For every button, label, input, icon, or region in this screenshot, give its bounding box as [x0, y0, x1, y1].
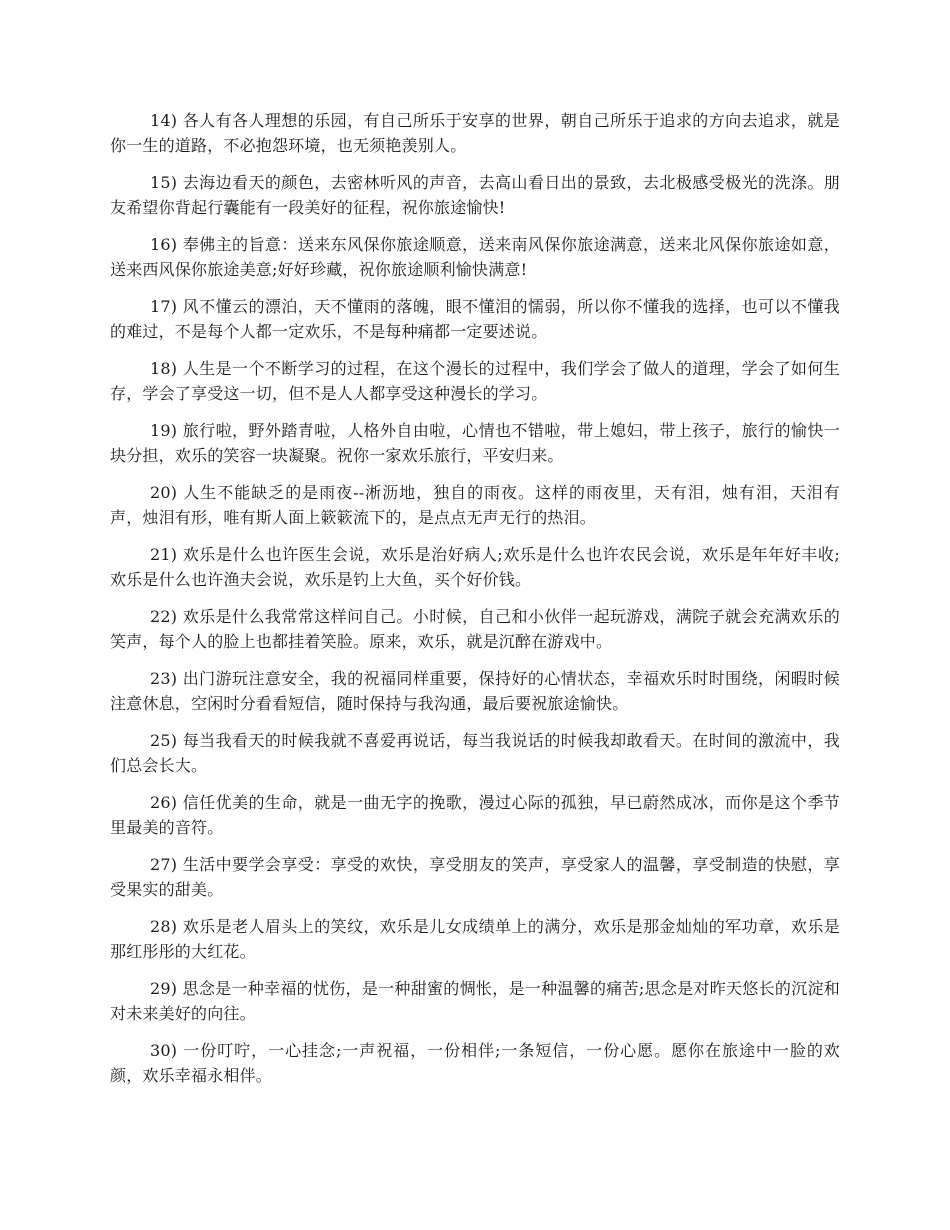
paragraph-19: 19) 旅行啦，野外踏青啦，人格外自由啦，心情也不错啦，带上媳妇，带上孩子，旅行的愉快一块分担，欢乐的笑容一块凝聚。祝你一家欢乐旅行，平安归来。	[110, 421, 840, 465]
paragraph-17: 17) 风不懂云的漂泊，天不懂雨的落魄，眼不懂泪的懦弱，所以你不懂我的选择，也可以不懂我的难过，不是每个人都一定欢乐，不是每种痛都一定要述说。	[110, 297, 840, 341]
document-body	[110, 108, 840, 1100]
paragraph-27: 27) 生活中要学会享受：享受的欢快，享受朋友的笑声，享受家人的温馨，享受制造的快慰，享受果实的甜美。	[110, 855, 840, 899]
paragraph-15: 15) 去海边看天的颜色，去密林听风的声音，去高山看日出的景致，去北极感受极光的洗涤。朋友希望你背起行囊能有一段美好的征程，祝你旅途愉快!	[110, 173, 840, 217]
paragraph-25: 25) 每当我看天的时候我就不喜爱再说话，每当我说话的时候我却敢看天。在时间的激流中，我们总会长大。	[110, 731, 840, 775]
paragraph-18: 18) 人生是一个不断学习的过程，在这个漫长的过程中，我们学会了做人的道理，学会了如何生存，学会了享受这一切，但不是人人都享受这种漫长的学习。	[110, 359, 840, 403]
paragraph-26: 26) 信任优美的生命，就是一曲无字的挽歌，漫过心际的孤独，早已蔚然成冰，而你是这个季节里最美的音符。	[110, 793, 840, 837]
paragraph-14: 14) 各人有各人理想的乐园，有自己所乐于安享的世界，朝自己所乐于追求的方向去追求，就是你一生的道路，不必抱怨环境，也无须艳羡别人。	[110, 111, 840, 155]
paragraph-22: 22) 欢乐是什么我常常这样问自己。小时候，自己和小伙伴一起玩游戏，满院子就会充满欢乐的笑声，每个人的脸上也都挂着笑脸。原来，欢乐，就是沉醉在游戏中。	[110, 607, 840, 651]
paragraph-16: 16) 奉佛主的旨意：送来东风保你旅途顺意，送来南风保你旅途满意，送来北风保你旅途如意，送来西风保你旅途美意;好好珍藏，祝你旅途顺利愉快满意!	[110, 235, 840, 279]
paragraph-23: 23) 出门游玩注意安全，我的祝福同样重要，保持好的心情状态，幸福欢乐时时围绕，闲暇时候注意休息，空闲时分看看短信，随时保持与我沟通，最后要祝旅途愉快。	[110, 669, 840, 713]
paragraph-21: 21) 欢乐是什么也许医生会说，欢乐是治好病人;欢乐是什么也许农民会说，欢乐是年年好丰收;欢乐是什么也许渔夫会说，欢乐是钓上大鱼，买个好价钱。	[110, 545, 840, 589]
paragraph-30: 30) 一份叮咛，一心挂念;一声祝福，一份相伴;一条短信，一份心愿。愿你在旅途中一脸的欢颜，欢乐幸福永相伴。	[110, 1041, 840, 1085]
paragraph-28: 28) 欢乐是老人眉头上的笑纹，欢乐是儿女成绩单上的满分，欢乐是那金灿灿的军功章，欢乐是那红彤彤的大红花。	[110, 917, 840, 961]
paragraph-29: 29) 思念是一种幸福的忧伤，是一种甜蜜的惆怅，是一种温馨的痛苦;思念是对昨天悠长的沉淀和对未来美好的向往。	[110, 979, 840, 1023]
paragraph-20: 20) 人生不能缺乏的是雨夜--淅沥地，独自的雨夜。这样的雨夜里，天有泪，烛有泪，天泪有声，烛泪有形，唯有斯人面上簌簌流下的，是点点无声无行的热泪。	[110, 483, 840, 527]
